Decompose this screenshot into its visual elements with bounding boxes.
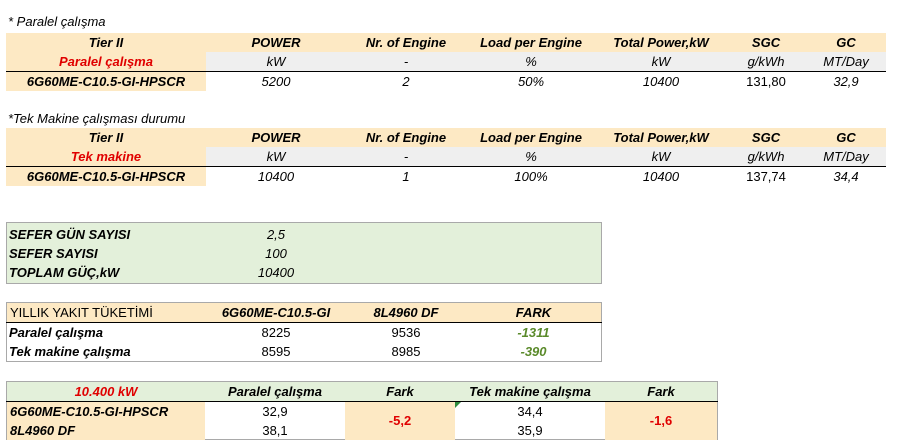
yakit-paralel-engine2: 9536: [391, 325, 421, 340]
paralel-data-row: [6, 72, 886, 91]
tek-total: 10400: [642, 169, 680, 184]
tek-unit-total: kW: [651, 149, 671, 164]
sefer-guc-label: TOPLAM GÜÇ,kW: [9, 265, 120, 280]
paralel-unit-load: %: [525, 54, 537, 69]
tek-header-nr-engine: Nr. of Engine: [365, 130, 447, 145]
paralel-nr: 2: [402, 74, 410, 89]
tek-header-row: [6, 128, 886, 147]
paralel-total: 10400: [642, 74, 680, 89]
paralel-unit-row: [6, 52, 886, 71]
yakit-paralel-label: Paralel çalışma: [9, 325, 103, 340]
paralel-sgc: 131,80: [746, 74, 786, 89]
paralel-unit-mode: Paralel çalışma: [6, 52, 206, 71]
compare-header-tek: Tek makine çalışma: [469, 384, 591, 399]
paralel-header-nr-engine: Nr. of Engine: [365, 35, 447, 50]
compare-paralel-2: 38,1: [262, 423, 288, 438]
tek-unit-sgc: g/kWh: [747, 149, 785, 164]
paralel-header-power: POWER: [251, 35, 301, 50]
paralel-unit-sgc: g/kWh: [747, 54, 785, 69]
yakit-header-engine2: 8L4960 DF: [373, 305, 439, 320]
compare-header-kw: 10.400 kW: [74, 384, 138, 399]
paralel-unit-total: kW: [651, 54, 671, 69]
sefer-row-sayisi: [6, 244, 602, 263]
compare-header-fark2: Fark: [647, 384, 675, 399]
tek-sgc: 137,74: [746, 169, 786, 184]
paralel-header-load: Load per Engine: [480, 35, 582, 50]
tek-load: 100%: [514, 169, 548, 184]
sefer-gun-label: SEFER GÜN SAYISI: [9, 227, 131, 242]
paralel-header-row: [6, 33, 886, 52]
tek-header-load: Load per Engine: [480, 130, 582, 145]
sefer-sayisi-label: SEFER SAYISI: [9, 246, 98, 261]
tek-caption: *Tek Makine çalışması durumu: [8, 111, 186, 126]
paralel-power: 5200: [261, 74, 291, 89]
sefer-guc-value: 10400: [257, 265, 295, 280]
tek-unit-nr: -: [403, 149, 409, 164]
yakit-paralel-engine1: 8225: [261, 325, 291, 340]
paralel-engine-name: 6G60ME-C10.5-GI-HPSCR: [6, 72, 206, 91]
paralel-header-tier: Tier II: [88, 35, 124, 50]
yakit-row-paralel: [6, 323, 602, 342]
compare-tek-1: 34,4: [517, 404, 543, 419]
yakit-tek-engine1: 8595: [261, 344, 291, 359]
yakit-paralel-fark: -1311: [517, 325, 550, 340]
compare-fark1: -5,2: [345, 402, 455, 440]
paralel-unit-power: kW: [266, 54, 286, 69]
tek-engine-name: 6G60ME-C10.5-GI-HPSCR: [6, 167, 206, 186]
paralel-caption: * Paralel çalışma: [8, 14, 106, 29]
yakit-header-engine1: 6G60ME-C10.5-GI: [221, 305, 331, 320]
tek-nr: 1: [402, 169, 410, 184]
paralel-gc: 32,9: [833, 74, 859, 89]
paralel-unit-nr: -: [403, 54, 409, 69]
compare-header-paralel: Paralel çalışma: [228, 384, 322, 399]
paralel-header-total-power: Total Power,kW: [613, 35, 709, 50]
compare-fark2: -1,6: [605, 402, 717, 440]
paralel-load: 50%: [517, 74, 545, 89]
tek-header-tier: Tier II: [88, 130, 124, 145]
tek-unit-row: [6, 147, 886, 166]
tek-header-power: POWER: [251, 130, 301, 145]
yakit-tek-engine2: 8985: [391, 344, 421, 359]
yakit-tek-label: Tek makine çalışma: [9, 344, 131, 359]
tek-data-row: [6, 167, 886, 186]
compare-engine-2: 8L4960 DF: [7, 421, 205, 440]
tek-unit-load: %: [525, 149, 537, 164]
tek-unit-mode: Tek makine: [6, 147, 206, 166]
tek-unit-power: kW: [266, 149, 286, 164]
sefer-row-guc: [6, 263, 602, 282]
sefer-gun-value: 2,5: [266, 227, 286, 242]
paralel-unit-gc: MT/Day: [823, 54, 869, 69]
sefer-row-gun: [6, 225, 602, 244]
yakit-row-tek: [6, 342, 602, 361]
sefer-sayisi-value: 100: [265, 246, 287, 261]
tek-header-gc: GC: [836, 130, 856, 145]
yakit-header-fark: FARK: [515, 305, 552, 320]
compare-tek-2: 35,9: [517, 423, 543, 438]
yakit-header-row: [7, 303, 601, 322]
compare-header-row: [7, 382, 717, 401]
tek-power: 10400: [257, 169, 295, 184]
paralel-header-gc: GC: [836, 35, 856, 50]
paralel-header-sgc: SGC: [751, 35, 781, 50]
tek-header-total-power: Total Power,kW: [613, 130, 709, 145]
tek-header-sgc: SGC: [751, 130, 781, 145]
compare-paralel-1: 32,9: [262, 404, 288, 419]
yakit-header-title: YILLIK YAKIT TÜKETİMİ: [10, 305, 153, 320]
compare-engine-1: 6G60ME-C10.5-GI-HPSCR: [7, 402, 205, 421]
tek-gc: 34,4: [833, 169, 859, 184]
tek-unit-gc: MT/Day: [823, 149, 869, 164]
yakit-tek-fark: -390: [520, 344, 547, 359]
compare-header-fark1: Fark: [386, 384, 414, 399]
